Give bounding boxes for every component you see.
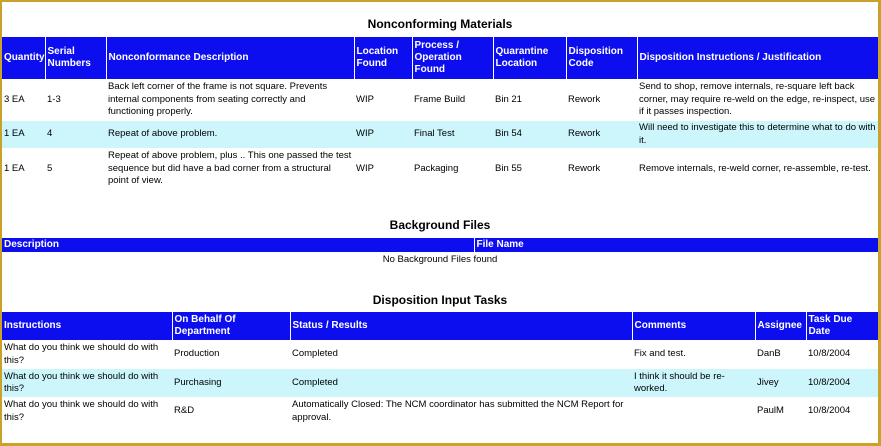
cell-disposition-instructions: Remove internals, re-weld corner, re-assemble, re-test. xyxy=(639,162,871,174)
cell-description: Repeat of above problem, plus .. This one passed the test sequence but did have a bad corner from a structural point of view. xyxy=(108,150,352,187)
table-row xyxy=(2,369,878,397)
cell-instructions: What do you think we should do with this? xyxy=(2,369,172,397)
cell-comments: I think it should be re-worked. xyxy=(632,369,755,397)
cell-disposition-code: Rework xyxy=(568,93,601,105)
cell-description: Back left corner of the frame is not square. Prevents internal components from seating correctly and functioning properly. xyxy=(108,81,328,118)
background-files-title: Background Files xyxy=(389,218,491,232)
cell-location: WIP xyxy=(356,93,374,105)
cell-status: Automatically Closed: The NCM coordinator has submitted the NCM Report for approval. xyxy=(292,399,624,423)
table-row xyxy=(2,121,878,148)
cell-process: Frame Build xyxy=(414,93,466,105)
cell-disposition-code: Rework xyxy=(566,121,637,148)
background-files-table xyxy=(2,238,878,252)
header-task-due-date: Task Due Date xyxy=(806,312,878,340)
header-location-found: Location Found xyxy=(354,37,412,79)
nonconforming-header-row xyxy=(2,37,878,79)
header-serial-numbers: Serial Numbers xyxy=(45,37,106,79)
header-quarantine-location: Quarantine Location xyxy=(493,37,566,79)
cell-disposition-code: Rework xyxy=(568,162,601,174)
cell-serial: 4 xyxy=(45,121,106,148)
cell-process: Packaging xyxy=(414,162,459,174)
cell-serial: 1-3 xyxy=(47,93,61,105)
table-row xyxy=(2,79,878,121)
table-row xyxy=(2,340,878,369)
cell-due-date: 10/8/2004 xyxy=(808,348,851,360)
header-status-results: Status / Results xyxy=(290,312,632,340)
header-on-behalf-of-department: On Behalf Of Department xyxy=(172,312,290,340)
cell-comments xyxy=(632,397,755,426)
header-assignee: Assignee xyxy=(755,312,806,340)
cell-quarantine: Bin 55 xyxy=(495,162,522,174)
nonconforming-table xyxy=(2,37,878,190)
header-disposition-code: Disposition Code xyxy=(566,37,637,79)
cell-disposition-instructions: Send to shop, remove internals, re-square left back corner, may require re-weld on the edge, re-inspect, use if it passes inspection. xyxy=(639,81,876,118)
cell-instructions: What do you think we should do with this? xyxy=(4,342,159,366)
background-header-row xyxy=(2,238,878,252)
disposition-tasks-table xyxy=(2,312,878,426)
cell-quantity: 1 EA xyxy=(2,121,45,148)
cell-assignee: Jivey xyxy=(755,369,806,397)
header-comments: Comments xyxy=(632,312,755,340)
cell-department: Purchasing xyxy=(172,369,290,397)
report-frame xyxy=(2,2,878,443)
cell-serial: 5 xyxy=(47,162,53,174)
tasks-header-row xyxy=(2,312,878,340)
cell-quantity: 1 EA xyxy=(4,162,25,174)
cell-quarantine: Bin 54 xyxy=(493,121,566,148)
cell-department: R&D xyxy=(174,405,195,417)
no-background-files-message: No Background Files found xyxy=(382,254,498,265)
cell-assignee: PaulM xyxy=(757,405,784,417)
header-description: Description xyxy=(2,238,474,252)
header-instructions: Instructions xyxy=(2,312,172,340)
cell-disposition-instructions: Will need to investigate this to determine what to do with it. xyxy=(637,121,878,148)
cell-due-date: 10/8/2004 xyxy=(806,369,878,397)
cell-status: Completed xyxy=(290,369,632,397)
header-file-name: File Name xyxy=(474,238,878,252)
header-quantity: Quantity xyxy=(2,37,45,79)
disposition-tasks-title: Disposition Input Tasks xyxy=(372,293,508,307)
header-disposition-instructions: Disposition Instructions / Justification xyxy=(637,37,878,79)
table-row xyxy=(2,397,878,426)
cell-location: WIP xyxy=(354,121,412,148)
cell-department: Production xyxy=(174,348,220,360)
cell-quarantine: Bin 21 xyxy=(495,93,522,105)
cell-quantity: 3 EA xyxy=(4,93,25,105)
cell-status: Completed xyxy=(292,348,338,360)
table-row xyxy=(2,148,878,190)
cell-comments: Fix and test. xyxy=(634,348,686,360)
cell-assignee: DanB xyxy=(757,348,781,360)
nonconforming-title: Nonconforming Materials xyxy=(367,17,513,31)
cell-instructions: What do you think we should do with this? xyxy=(4,399,159,423)
cell-description: Repeat of above problem. xyxy=(106,121,354,148)
cell-due-date: 10/8/2004 xyxy=(808,405,851,417)
cell-process: Final Test xyxy=(412,121,493,148)
header-process-operation-found: Process / Operation Found xyxy=(412,37,493,79)
cell-location: WIP xyxy=(356,162,374,174)
header-nonconformance-description: Nonconformance Description xyxy=(106,37,354,79)
